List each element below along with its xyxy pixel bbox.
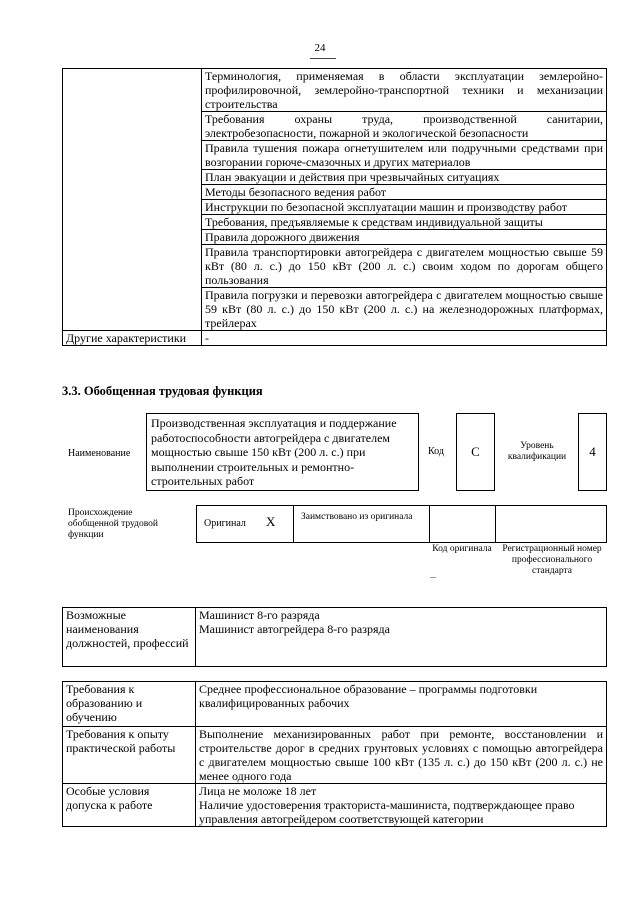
origin-divider <box>495 505 496 543</box>
table-row <box>63 608 607 667</box>
function-name: Производственная эксплуатация и поддержание работоспособности автогрейдера с двигателем мощностью свыше 150 кВт (200 л. с.) при выполнении строительных и ремонтно-строительных работ <box>151 416 397 488</box>
original-mark: X <box>266 514 276 529</box>
position-item: Машинист 8-го разряда <box>199 608 320 622</box>
knowledge-item: Требования, предъявляемые к средствам индивидуальной защиты <box>202 215 607 230</box>
knowledge-item: Терминология, применяемая в области эксплуатации землеройно-профилировочной, землеройно-транспортной техники и механизации строительства <box>202 69 607 112</box>
code-value: C <box>471 444 480 459</box>
requirement-label: Требования к образованию и обучению <box>63 682 196 727</box>
table-row <box>63 682 607 727</box>
positions-table <box>62 607 607 667</box>
knowledge-item: Правила транспортировки автогрейдера с двигателем мощностью свыше 59 кВт (80 л. с.) до 150 кВт (200 л. с.) своим ходом по дорогам общего пользования <box>202 245 607 288</box>
requirement-line: Наличие удостоверения тракториста-машиниста, подтверждающее право управления автогрейдером соответствующей категории <box>199 798 575 826</box>
requirement-value <box>196 682 607 727</box>
name-label: Наименование <box>68 448 131 459</box>
requirement-value <box>196 784 607 827</box>
other-characteristics-label: Другие характеристики <box>63 331 202 346</box>
empty-label-cell <box>63 69 202 331</box>
origin-divider <box>293 505 294 543</box>
requirement-line: Выполнение механизированных работ при ремонте, восстановлении и строительстве дорог в средних грунтовых условиях с помощью автогрейдера с двигателем мощностью свыше 100 кВт (135 л. с.) до 150 кВт (200 л. с.) не менее одного года <box>199 727 603 783</box>
requirement-line: Лица не моложе 18 лет <box>199 784 317 798</box>
tick-mark <box>430 577 436 578</box>
positions-values <box>196 608 607 667</box>
origin-box <box>196 505 607 543</box>
positions-label: Возможные наименования должностей, профессий <box>63 608 196 667</box>
table-row <box>63 727 607 784</box>
table-row <box>63 69 607 112</box>
function-name-box <box>146 413 419 491</box>
section-title: 3.3. Обобщенная трудовая функция <box>62 384 263 398</box>
requirement-label: Требования к опыту практической работы <box>63 727 196 784</box>
knowledge-item: План эвакуации и действия при чрезвычайных ситуациях <box>202 170 607 185</box>
knowledge-item: Инструкции по безопасной эксплуатации машин и производству работ <box>202 200 607 215</box>
requirements-table <box>62 681 607 827</box>
table-row <box>63 784 607 827</box>
origin-divider <box>429 505 430 543</box>
level-label: Уровень квалификации <box>507 441 567 462</box>
knowledge-item: Требования охраны труда, производственной санитарии, электробезопасности, пожарной и экологической безопасности <box>202 112 607 141</box>
page-number-rule <box>310 58 336 59</box>
level-box <box>578 413 607 491</box>
code-label: Код <box>428 446 444 457</box>
borrowed-label: Заимствовано из оригинала <box>301 512 413 522</box>
reg-number-caption: Регистрационный номер профессионального стандарта <box>502 544 602 576</box>
code-box <box>456 413 495 491</box>
knowledge-item: Правила дорожного движения <box>202 230 607 245</box>
requirement-value <box>196 727 607 784</box>
requirement-line: Среднее профессиональное образование – программы подготовки квалифицированных рабочих <box>199 682 538 710</box>
other-characteristics-value: - <box>202 331 607 346</box>
page-number: 24 <box>314 42 326 54</box>
knowledge-item: Методы безопасного ведения работ <box>202 185 607 200</box>
knowledge-item: Правила погрузки и перевозки автогрейдера с двигателем мощностью свыше 59 кВт (80 л. с.) до 150 кВт (200 л. с.) на железнодорожных платформах, трейлерах <box>202 288 607 331</box>
original-label: Оригинал <box>204 518 246 529</box>
table-row <box>63 331 607 346</box>
code-origin-caption: Код оригинала <box>432 544 492 554</box>
knowledge-table <box>62 68 607 346</box>
position-item: Машинист автогрейдера 8-го разряда <box>199 622 390 636</box>
level-value: 4 <box>589 444 596 459</box>
knowledge-item: Правила тушения пожара огнетушителем или подручными средствами при возгорании горюче-смазочных и других материалов <box>202 141 607 170</box>
requirement-label: Особые условия допуска к работе <box>63 784 196 827</box>
origin-label: Происхождение обобщенной трудовой функции <box>68 508 158 540</box>
